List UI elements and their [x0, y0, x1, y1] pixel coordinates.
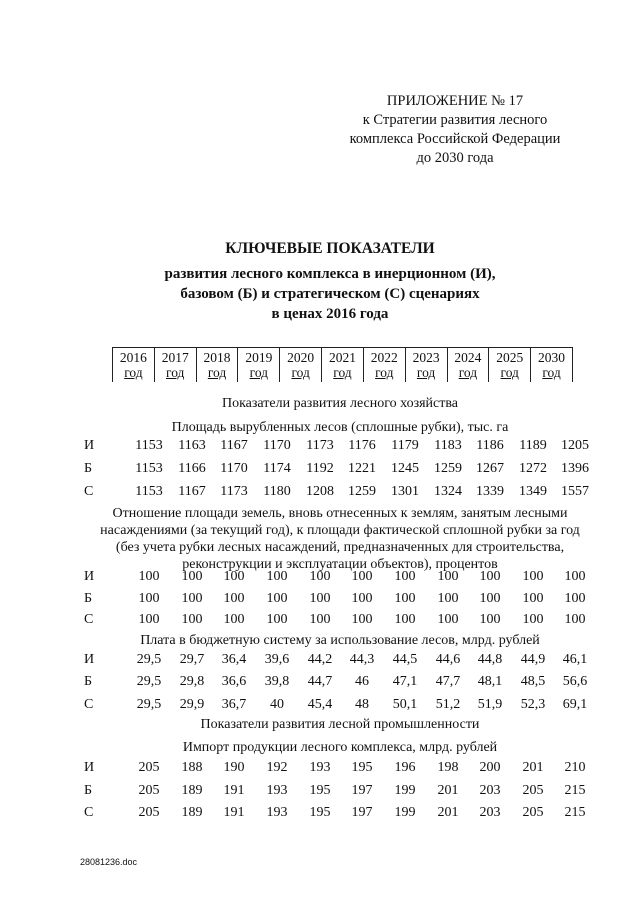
year-label: 2021: [328, 350, 356, 365]
year-suffix: год: [458, 365, 478, 380]
value-cell: 1180: [263, 484, 291, 499]
year-label: 2016: [119, 350, 147, 365]
value-cell: 215: [564, 783, 586, 798]
year-label: 2024: [454, 350, 482, 365]
scenario-label: С: [84, 612, 94, 627]
year-suffix: год: [249, 365, 269, 380]
subtitle-line: в ценах 2016 года: [271, 306, 389, 322]
value-cell: 193: [266, 783, 288, 798]
subtitle-line: развития лесного комплекса в инерционном (И),: [164, 266, 496, 282]
value-cell: 39,8: [264, 674, 290, 689]
value-cell: 100: [351, 569, 373, 584]
value-cell: 1396: [561, 461, 589, 476]
indicator-title-line: Плата в бюджетную систему за использование лесов, млрд. рублей: [140, 633, 540, 648]
value-cell: 1170: [263, 438, 291, 453]
value-cell: 205: [522, 783, 544, 798]
value-cell: 191: [223, 783, 245, 798]
scenario-label: И: [84, 760, 95, 775]
value-cell: 100: [437, 612, 459, 627]
value-cell: 46,1: [562, 652, 588, 667]
value-cell: 1339: [476, 484, 504, 499]
value-cell: 1153: [135, 484, 163, 499]
value-cell: 100: [309, 612, 331, 627]
value-cell: 1557: [561, 484, 589, 499]
year-suffix: год: [500, 365, 519, 380]
value-cell: 51,2: [435, 697, 461, 712]
value-cell: 56,6: [562, 674, 588, 689]
scenario-label: С: [84, 805, 94, 820]
value-cell: 1153: [135, 438, 163, 453]
year-label: 2020: [287, 350, 315, 365]
scenario-label: С: [84, 697, 94, 712]
scenario-label: С: [84, 484, 94, 499]
value-cell: 100: [351, 612, 373, 627]
value-cell: 100: [223, 569, 245, 584]
value-cell: 100: [479, 612, 501, 627]
value-cell: 100: [266, 612, 288, 627]
section-title: Показатели развития лесного хозяйства: [221, 396, 459, 411]
scenario-row: [84, 760, 584, 778]
value-cell: 40: [270, 697, 284, 712]
document-filename: 28081236.doc: [80, 857, 138, 867]
value-cell: 29,9: [179, 697, 205, 712]
scenario-label: И: [84, 438, 95, 453]
scenario-label: Б: [84, 461, 93, 476]
indicator-title: [80, 505, 600, 573]
value-cell: 100: [479, 569, 501, 584]
value-cell: 215: [564, 805, 586, 820]
value-cell: 192: [266, 760, 288, 775]
scenario-row: [84, 674, 588, 692]
value-cell: 29,5: [136, 652, 162, 667]
value-cell: 36,6: [221, 674, 247, 689]
value-cell: 199: [394, 805, 416, 820]
value-cell: 44,5: [392, 652, 418, 667]
value-cell: 50,1: [392, 697, 418, 712]
year-header-cell: [238, 348, 280, 382]
value-cell: 100: [394, 569, 416, 584]
year-suffix: год: [124, 365, 143, 380]
scenario-row: [84, 697, 588, 715]
value-cell: 100: [437, 591, 459, 606]
year-header-cell: [406, 348, 448, 382]
value-cell: 100: [564, 569, 586, 584]
value-cell: 1259: [434, 461, 462, 476]
value-cell: 201: [437, 805, 459, 820]
value-cell: 196: [394, 760, 416, 775]
year-label: 2025: [496, 350, 524, 365]
year-header-cell: [155, 348, 197, 382]
value-cell: 188: [181, 760, 203, 775]
value-cell: 44,9: [520, 652, 546, 667]
value-cell: 100: [181, 569, 203, 584]
value-cell: 100: [437, 569, 459, 584]
subtitle-line: базовом (Б) и стратегическом (С) сценариях: [180, 286, 480, 302]
year-header-cell: [197, 348, 239, 382]
value-cell: 46: [355, 674, 369, 689]
value-cell: 100: [266, 569, 288, 584]
value-cell: 191: [223, 805, 245, 820]
value-cell: 51,9: [477, 697, 503, 712]
value-cell: 100: [522, 612, 544, 627]
value-cell: 193: [309, 760, 331, 775]
value-cell: 200: [479, 760, 501, 775]
value-cell: 36,4: [221, 652, 247, 667]
value-cell: 100: [522, 591, 544, 606]
indicator-title-line: (без учета рубки лесных насаждений, предназначенных для строительства,: [115, 540, 565, 555]
value-cell: 100: [138, 569, 160, 584]
value-cell: 1166: [178, 461, 206, 476]
value-cell: 48,5: [520, 674, 546, 689]
year-suffix: год: [207, 365, 227, 380]
value-cell: 1349: [519, 484, 547, 499]
value-cell: 1153: [135, 461, 163, 476]
value-cell: 29,5: [136, 674, 162, 689]
value-cell: 193: [266, 805, 288, 820]
value-cell: 44,3: [349, 652, 375, 667]
value-cell: 198: [437, 760, 459, 775]
value-cell: 48,1: [477, 674, 503, 689]
appendix-header: [320, 92, 590, 168]
value-cell: 205: [522, 805, 544, 820]
value-cell: 1272: [519, 461, 547, 476]
value-cell: 100: [181, 591, 203, 606]
value-cell: 1176: [348, 438, 376, 453]
value-cell: 45,4: [307, 697, 333, 712]
value-cell: 195: [309, 783, 331, 798]
page-title: КЛЮЧЕВЫЕ ПОКАЗАТЕЛИ: [225, 240, 435, 257]
year-label: 2017: [161, 350, 189, 365]
scenario-label: И: [84, 569, 95, 584]
value-cell: 44,8: [477, 652, 503, 667]
scenario-label: Б: [84, 591, 93, 606]
value-cell: 205: [138, 805, 160, 820]
year-header-cell: [322, 348, 364, 382]
scenario-row: [84, 652, 588, 670]
value-cell: 29,7: [179, 652, 205, 667]
scenario-row: [84, 805, 584, 823]
value-cell: 210: [564, 760, 586, 775]
year-header-cell: [113, 348, 155, 382]
value-cell: 100: [223, 591, 245, 606]
scenario-label: Б: [84, 674, 93, 689]
value-cell: 1192: [306, 461, 334, 476]
value-cell: 1167: [178, 484, 206, 499]
value-cell: 203: [479, 805, 501, 820]
appendix-line: до 2030 года: [416, 150, 494, 166]
value-cell: 29,8: [179, 674, 205, 689]
appendix-line: к Стратегии развития лесного: [362, 112, 548, 128]
value-cell: 100: [309, 591, 331, 606]
value-cell: 1173: [220, 484, 248, 499]
value-cell: 1174: [263, 461, 291, 476]
value-cell: 1167: [220, 438, 248, 453]
value-cell: 201: [522, 760, 544, 775]
value-cell: 36,7: [221, 697, 247, 712]
indicator-title: [80, 632, 600, 649]
appendix-number: ПРИЛОЖЕНИЕ № 17: [386, 93, 524, 109]
value-cell: 100: [394, 591, 416, 606]
value-cell: 100: [479, 591, 501, 606]
value-cell: 1301: [391, 484, 419, 499]
value-cell: 1245: [391, 461, 419, 476]
year-header-cell: [531, 348, 573, 382]
value-cell: 100: [138, 612, 160, 627]
scenario-row: [84, 783, 584, 801]
year-header-cell: [364, 348, 406, 382]
indicator-title-line: Импорт продукции лесного комплекса, млрд. рублей: [182, 740, 498, 755]
year-label: 2030: [538, 350, 566, 365]
scenario-row: [84, 591, 584, 609]
value-cell: 205: [138, 783, 160, 798]
value-cell: 1183: [434, 438, 462, 453]
value-cell: 197: [351, 783, 373, 798]
indicator-title: [80, 419, 600, 436]
value-cell: 100: [522, 569, 544, 584]
value-cell: 52,3: [520, 697, 546, 712]
year-label: 2022: [370, 350, 398, 365]
scenario-label: Б: [84, 783, 93, 798]
value-cell: 1259: [348, 484, 376, 499]
indicator-title-line: Отношение площади земель, вновь отнесенных к землям, занятым лесными: [112, 506, 568, 521]
scenario-row: [84, 461, 589, 479]
page-subtitle: [60, 264, 600, 324]
value-cell: 100: [266, 591, 288, 606]
value-cell: 1163: [178, 438, 206, 453]
value-cell: 100: [394, 612, 416, 627]
indicator-title-line: реконструкции и эксплуатации объектов), процентов: [182, 557, 498, 572]
year-label: 2019: [245, 350, 273, 365]
value-cell: 199: [394, 783, 416, 798]
value-cell: 1186: [476, 438, 504, 453]
value-cell: 189: [181, 783, 203, 798]
value-cell: 203: [479, 783, 501, 798]
year-suffix: год: [542, 365, 561, 380]
value-cell: 205: [138, 760, 160, 775]
value-cell: 1267: [476, 461, 504, 476]
value-cell: 195: [309, 805, 331, 820]
value-cell: 47,1: [392, 674, 418, 689]
year-header-cell: [280, 348, 322, 382]
value-cell: 195: [351, 760, 373, 775]
scenario-row: [84, 438, 589, 456]
scenario-label: И: [84, 652, 95, 667]
value-cell: 100: [223, 612, 245, 627]
year-suffix: год: [375, 365, 394, 380]
value-cell: 1221: [348, 461, 376, 476]
value-cell: 1324: [434, 484, 462, 499]
value-cell: 44,6: [435, 652, 461, 667]
value-cell: 39,6: [264, 652, 290, 667]
value-cell: 1205: [561, 438, 589, 453]
year-suffix: год: [416, 365, 436, 380]
year-suffix: год: [291, 365, 310, 380]
value-cell: 44,7: [307, 674, 333, 689]
value-cell: 100: [351, 591, 373, 606]
value-cell: 44,2: [307, 652, 333, 667]
indicator-title-line: Площадь вырубленных лесов (сплошные рубки), тыс. га: [171, 420, 509, 435]
value-cell: 100: [181, 612, 203, 627]
value-cell: 29,5: [136, 697, 162, 712]
value-cell: 197: [351, 805, 373, 820]
value-cell: 190: [223, 760, 245, 775]
year-header-table: [112, 347, 573, 382]
value-cell: 189: [181, 805, 203, 820]
year-header-cell: [448, 348, 490, 382]
year-header-cell: [489, 348, 531, 382]
value-cell: 1170: [220, 461, 248, 476]
scenario-row: [84, 569, 584, 587]
value-cell: 100: [138, 591, 160, 606]
year-suffix: год: [166, 365, 185, 380]
value-cell: 201: [437, 783, 459, 798]
value-cell: 100: [564, 612, 586, 627]
section-title: Показатели развития лесной промышленности: [200, 717, 480, 732]
scenario-row: [84, 612, 584, 630]
value-cell: 69,1: [562, 697, 588, 712]
scenario-row: [84, 484, 589, 502]
year-label: 2023: [412, 350, 440, 365]
value-cell: 1173: [306, 438, 334, 453]
value-cell: 47,7: [435, 674, 461, 689]
value-cell: 48: [355, 697, 369, 712]
value-cell: 1189: [519, 438, 547, 453]
value-cell: 1208: [306, 484, 334, 499]
year-suffix: год: [333, 365, 352, 380]
value-cell: 100: [564, 591, 586, 606]
indicator-title-line: насаждениями (за текущий год), к площади фактической сплошной рубки за год: [100, 523, 580, 538]
value-cell: 100: [309, 569, 331, 584]
appendix-line: комплекса Российской Федерации: [349, 131, 561, 147]
value-cell: 1179: [391, 438, 419, 453]
indicator-title: [80, 739, 600, 756]
year-label: 2018: [203, 350, 231, 365]
